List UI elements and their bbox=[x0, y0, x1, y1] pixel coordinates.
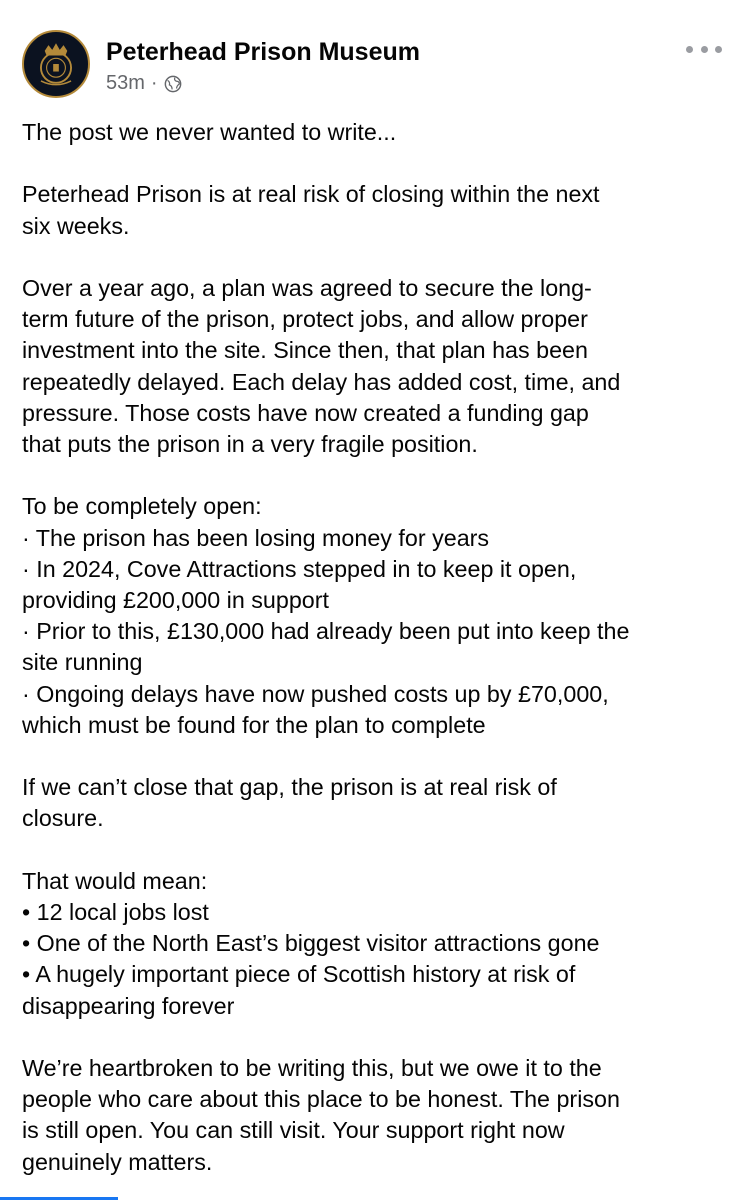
paragraph-gap bbox=[22, 741, 722, 772]
post-text-line: repeatedly delayed. Each delay has added cost, time, and bbox=[22, 368, 621, 395]
crest-logo-icon bbox=[24, 32, 88, 96]
post-text-line: If we can’t close that gap, the prison is at real risk of bbox=[22, 774, 557, 801]
post-text-line: · The prison has been losing money for years bbox=[22, 524, 490, 551]
post-text-line: six weeks. bbox=[22, 212, 130, 239]
globe-icon bbox=[164, 75, 182, 93]
post-text-line: is still open. You can still visit. Your support right now bbox=[22, 1117, 565, 1144]
post-meta bbox=[106, 72, 182, 95]
post-text-line: We’re heartbroken to be writing this, but we owe it to the bbox=[22, 1055, 602, 1081]
more-dot bbox=[701, 46, 708, 53]
paragraph-gap bbox=[22, 1022, 722, 1053]
post-text-line: disappearing forever bbox=[22, 992, 235, 1019]
post-text-line: people who care about this place to be honest. The prison bbox=[22, 1086, 620, 1113]
post-text-line: The post we never wanted to write... bbox=[22, 119, 397, 145]
post-text-line: which must be found for the plan to complete bbox=[22, 711, 486, 738]
post-text-line: • 12 local jobs lost bbox=[22, 899, 209, 925]
post-text-line: · Ongoing delays have now pushed costs up by £70,000, bbox=[22, 680, 609, 707]
post-text-line: closure. bbox=[22, 805, 104, 832]
post-text-line: To be completely open: bbox=[22, 493, 262, 520]
post-text-line: pressure. Those costs have now created a funding gap bbox=[22, 399, 589, 426]
post-text-line: investment into the site. Since then, that plan has been bbox=[22, 337, 588, 364]
post-text-line: Peterhead Prison is at real risk of closing within the next bbox=[22, 181, 600, 208]
meta-separator: · bbox=[150, 72, 158, 94]
more-dot bbox=[686, 46, 693, 53]
post-timestamp[interactable]: 53m bbox=[106, 72, 145, 94]
post-text-line: That would mean: bbox=[22, 867, 208, 894]
post-text-line: • One of the North East’s biggest visitor attractions gone bbox=[22, 930, 600, 957]
paragraph-gap bbox=[22, 148, 722, 179]
post-text-line: genuinely matters. bbox=[22, 1148, 213, 1175]
post-text-line: · Prior to this, £130,000 had already been put into keep the bbox=[22, 618, 630, 645]
post-text-line: • A hugely important piece of Scottish history at risk of bbox=[22, 961, 576, 988]
post-text-line: that puts the prison in a very fragile position. bbox=[22, 431, 478, 457]
post-text-line: providing £200,000 in support bbox=[22, 587, 329, 613]
post-text-line: term future of the prison, protect jobs, and allow proper bbox=[22, 306, 588, 333]
post-body bbox=[22, 117, 722, 1178]
page-name-link[interactable]: Peterhead Prison Museum bbox=[106, 38, 420, 66]
paragraph-gap bbox=[22, 242, 722, 273]
more-dot bbox=[715, 46, 722, 53]
paragraph-gap bbox=[22, 460, 722, 491]
post-text-line: Over a year ago, a plan was agreed to secure the long- bbox=[22, 274, 592, 301]
post-header bbox=[22, 30, 722, 100]
post-text-line: · In 2024, Cove Attractions stepped in to keep it open, bbox=[22, 555, 577, 582]
paragraph-gap bbox=[22, 835, 722, 866]
avatar[interactable] bbox=[22, 30, 90, 98]
post-text-line: site running bbox=[22, 649, 143, 676]
more-options-icon[interactable] bbox=[686, 46, 722, 58]
